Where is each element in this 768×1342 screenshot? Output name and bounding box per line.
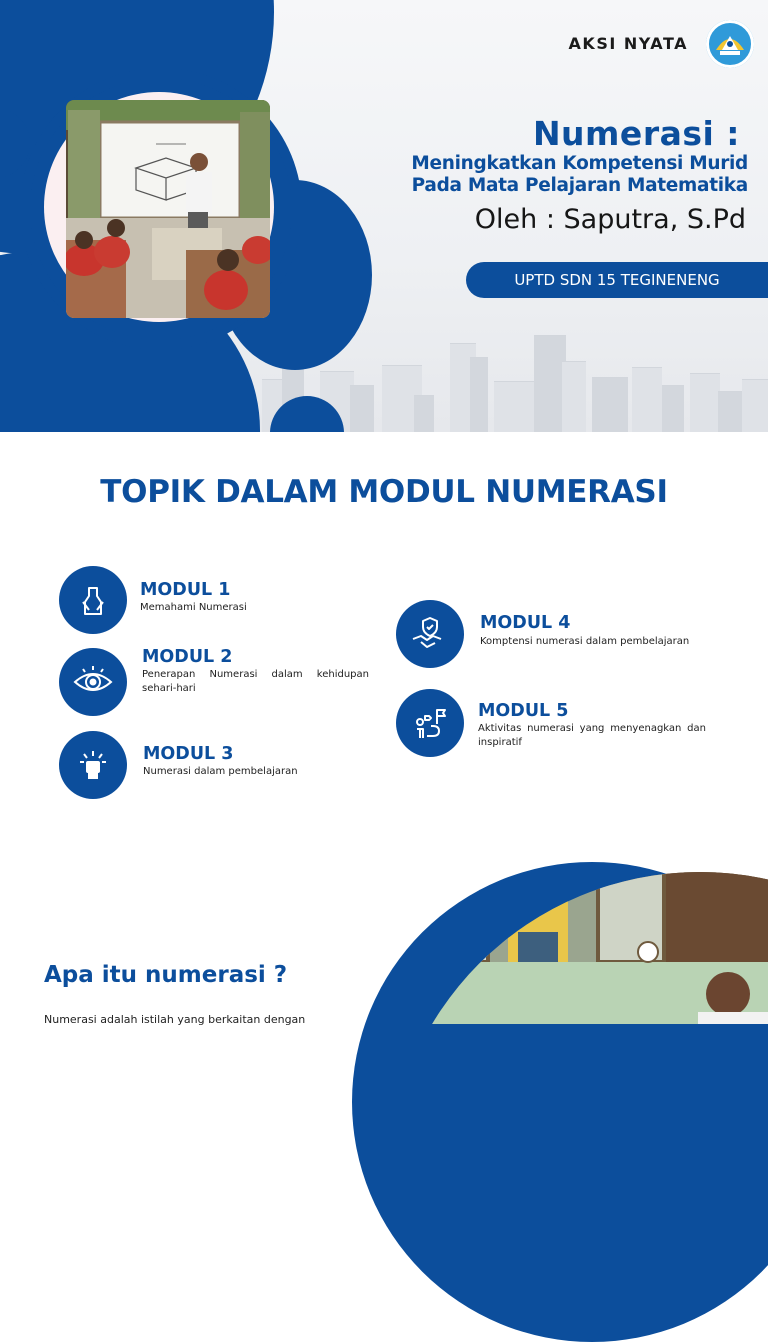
- section-heading: Apa itu numerasi ?: [44, 962, 288, 988]
- hero-section: [0, 0, 768, 432]
- tut-wuri-handayani-logo-icon: [706, 20, 754, 68]
- module-1-title: MODUL 1: [140, 580, 231, 600]
- module-2-title: MODUL 2: [142, 647, 233, 667]
- module-4-desc: Komptensi numerasi dalam pembelajaran: [480, 636, 690, 647]
- person-path-flag-icon: [396, 689, 464, 757]
- school-badge: UPTD SDN 15 TEGINENENG: [466, 262, 768, 298]
- raised-fist-icon: [59, 731, 127, 799]
- author-name: Oleh : Saputra, S.Pd: [474, 204, 746, 235]
- teacher-photo: [398, 862, 768, 1024]
- module-1-desc: Memahami Numerasi: [140, 602, 247, 613]
- classroom-photo: [66, 100, 270, 318]
- module-2-desc: Penerapan Numerasi dalam kehidupan sehari-hari: [142, 669, 369, 694]
- brand-label: AKSI NYATA: [568, 34, 688, 53]
- module-5-desc: Aktivitas numerasi yang menyenagkan dan inspiratif: [478, 723, 706, 748]
- topics-heading: TOPIK DALAM MODUL NUMERASI: [100, 474, 668, 510]
- page-title: Numerasi :: [532, 114, 740, 153]
- subtitle-line-1: Meningkatkan Kompetensi Murid: [411, 153, 748, 174]
- subtitle-line-2: Pada Mata Pelajaran Matematika: [411, 175, 748, 196]
- module-5-title: MODUL 5: [478, 701, 569, 721]
- module-3-desc: Numerasi dalam pembelajaran: [143, 766, 298, 777]
- eye-icon: [59, 648, 127, 716]
- handshake-shield-icon: [396, 600, 464, 668]
- module-3-title: MODUL 3: [143, 744, 234, 764]
- hands-together-icon: [59, 566, 127, 634]
- section-body-text: Numerasi adalah istilah yang berkaitan dengan: [44, 1013, 306, 1026]
- module-4-title: MODUL 4: [480, 613, 571, 633]
